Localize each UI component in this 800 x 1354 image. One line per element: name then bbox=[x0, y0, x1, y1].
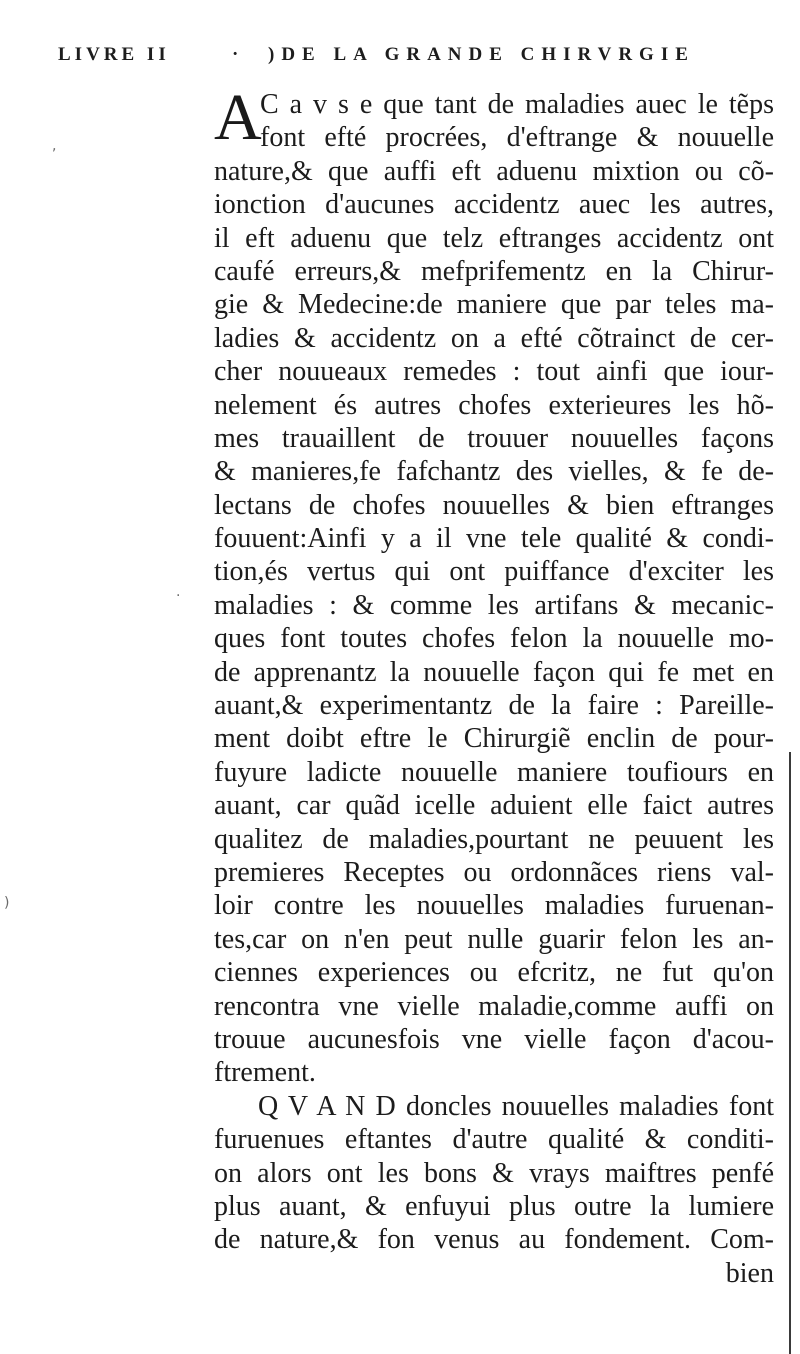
text-line: cher nouueaux remedes : tout ainfi que iour- bbox=[214, 356, 774, 388]
text-line: mes trauaillent de trouuer nouuelles façons bbox=[214, 422, 774, 454]
text-line: trouue aucunesfois vne vielle façon d'acou- bbox=[214, 1023, 774, 1055]
text-line: ment doibt eftre le Chirurgiẽ enclin de pour- bbox=[214, 723, 774, 755]
text-line: auant, car quãd icelle aduient elle faict autres bbox=[214, 790, 774, 822]
text-line: Q V A N D doncles nouuelles maladies font bbox=[258, 1090, 774, 1122]
running-head bbox=[0, 44, 800, 74]
margin-mark: · bbox=[176, 588, 181, 604]
text-line: fuyure ladicte nouuelle maniere toufiours en bbox=[214, 756, 774, 788]
text-line: nelement és autres chofes exterieures les hõ- bbox=[214, 389, 774, 421]
text-line: C a v s e que tant de maladies auec le tẽps bbox=[260, 89, 774, 120]
catchword: bien bbox=[725, 1257, 774, 1289]
text-line: il eft aduenu que telz eftranges accidentz ont bbox=[214, 222, 774, 254]
text-line: plus auant, & enfuyui plus outre la lumiere bbox=[214, 1190, 774, 1222]
body-text bbox=[214, 81, 774, 1290]
text-line: ionction d'aucunes accidentz auec les autres, bbox=[214, 189, 774, 221]
text-line: lectans de chofes nouuelles & bien eftranges bbox=[214, 489, 774, 521]
text-line: auant,& experimentantz de la faire : Pareille- bbox=[214, 690, 774, 722]
text-line: premieres Receptes ou ordonnãces riens val- bbox=[214, 856, 774, 888]
text-line: maladies : & comme les artifans & mecanic- bbox=[214, 589, 774, 621]
text-line: ciennes experiences ou efcritz, ne fut qu'on bbox=[214, 957, 774, 989]
running-head-book-number: LIVRE II bbox=[58, 44, 170, 65]
text-line: de apprenantz la nouuelle façon qui fe met en bbox=[214, 656, 774, 688]
text-line: & manieres,fe fafchantz des vielles, & fe de- bbox=[214, 456, 774, 488]
text-line: caufé erreurs,& mefprifementz en la Chirur- bbox=[214, 255, 774, 287]
text-line: fouuent:Ainfi y a il vne tele qualité & condi- bbox=[214, 523, 774, 555]
margin-mark: ) bbox=[4, 895, 10, 911]
text-line: nature,& que auffi eft aduenu mixtion ou cõ- bbox=[214, 155, 774, 187]
text-line: tes,car on n'en peut nulle guarir felon les an- bbox=[214, 923, 774, 955]
text-line: rencontra vne vielle maladie,comme auffi on bbox=[214, 990, 774, 1022]
page-edge-rule bbox=[789, 752, 791, 1354]
text-line: furuenues eftantes d'autre qualité & conditi- bbox=[214, 1124, 774, 1156]
text-line: font efté procrées, d'eftrange & nouuelle bbox=[260, 122, 774, 154]
text-line: tion,és vertus qui ont puiffance d'exciter les bbox=[214, 556, 774, 588]
running-head-title: )DE LA GRANDE CHIRVRGIE bbox=[268, 44, 695, 65]
text-line: qualitez de maladies,pourtant ne peuuent les bbox=[214, 823, 774, 855]
running-head-separator: · bbox=[232, 44, 245, 65]
text-line: loir contre les nouuelles maladies furuenan- bbox=[214, 890, 774, 922]
text-line: ques font toutes chofes felon la nouuelle mo- bbox=[214, 623, 774, 655]
margin-mark: , bbox=[52, 138, 57, 154]
text-line: gie & Medecine:de maniere que par teles ma- bbox=[214, 289, 774, 321]
drop-cap-initial: A bbox=[214, 81, 262, 154]
text-line: ftrement. bbox=[214, 1057, 316, 1089]
text-line: on alors ont les bons & vrays maiftres penfé bbox=[214, 1157, 774, 1189]
text-line: de nature,& fon venus au fondement. Com- bbox=[214, 1224, 774, 1256]
text-line: ladies & accidentz on a efté cõtrainct de cer- bbox=[214, 322, 774, 354]
